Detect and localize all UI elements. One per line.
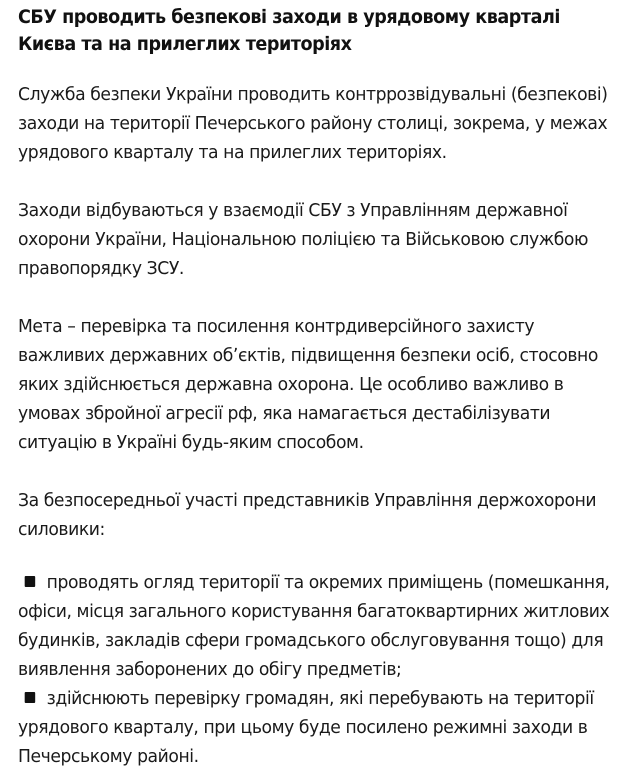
black-square-bullet-icon [25,692,36,703]
list-item [18,568,610,684]
list-item-text: проводять огляд території та окремих приміщень (помешкання, офіси, місця загального користування багатоквартирних житлових будинків, закладів сфери громадського обслуговування тощо) для виявлення заборонених до обігу предметів; [18,572,610,680]
list-item [18,684,610,771]
black-square-bullet-icon [25,576,36,587]
paragraph-intro: Служба безпеки України проводить контррозвідувальні (безпекові) заходи на території Печерського району столиці, зокрема, у межах урядового кварталу та на прилеглих територіях. [18,84,608,163]
paragraph-cooperation: Заходи відбуваються у взаємодії СБУ з Управлінням державної охорони України, Національною поліцією та Військовою службою правопорядку ЗСУ. [18,200,589,279]
article-title: СБУ проводить безпекові заходи в урядовому кварталі Києва та на прилеглих територіях [18,7,560,55]
paragraph-goal: Мета – перевірка та посилення контрдиверсійного захисту важливих державних обʼєктів, підвищення безпеки осіб, стосовно яких здійснюється державна охорона. Це особливо важливо в умовах збройної агресії рф, яка намагається дестабілізувати ситуацію в Україні будь-яким способом. [18,316,598,453]
paragraph-list-intro: За безпосередньої участі представників Управління держохорони силовики: [18,490,597,540]
measures-list [18,568,612,771]
list-item-text: здійснюють перевірку громадян, які перебувають на території урядового кварталу, при цьому буде посилено режимні заходи в Печерському районі. [18,688,594,767]
